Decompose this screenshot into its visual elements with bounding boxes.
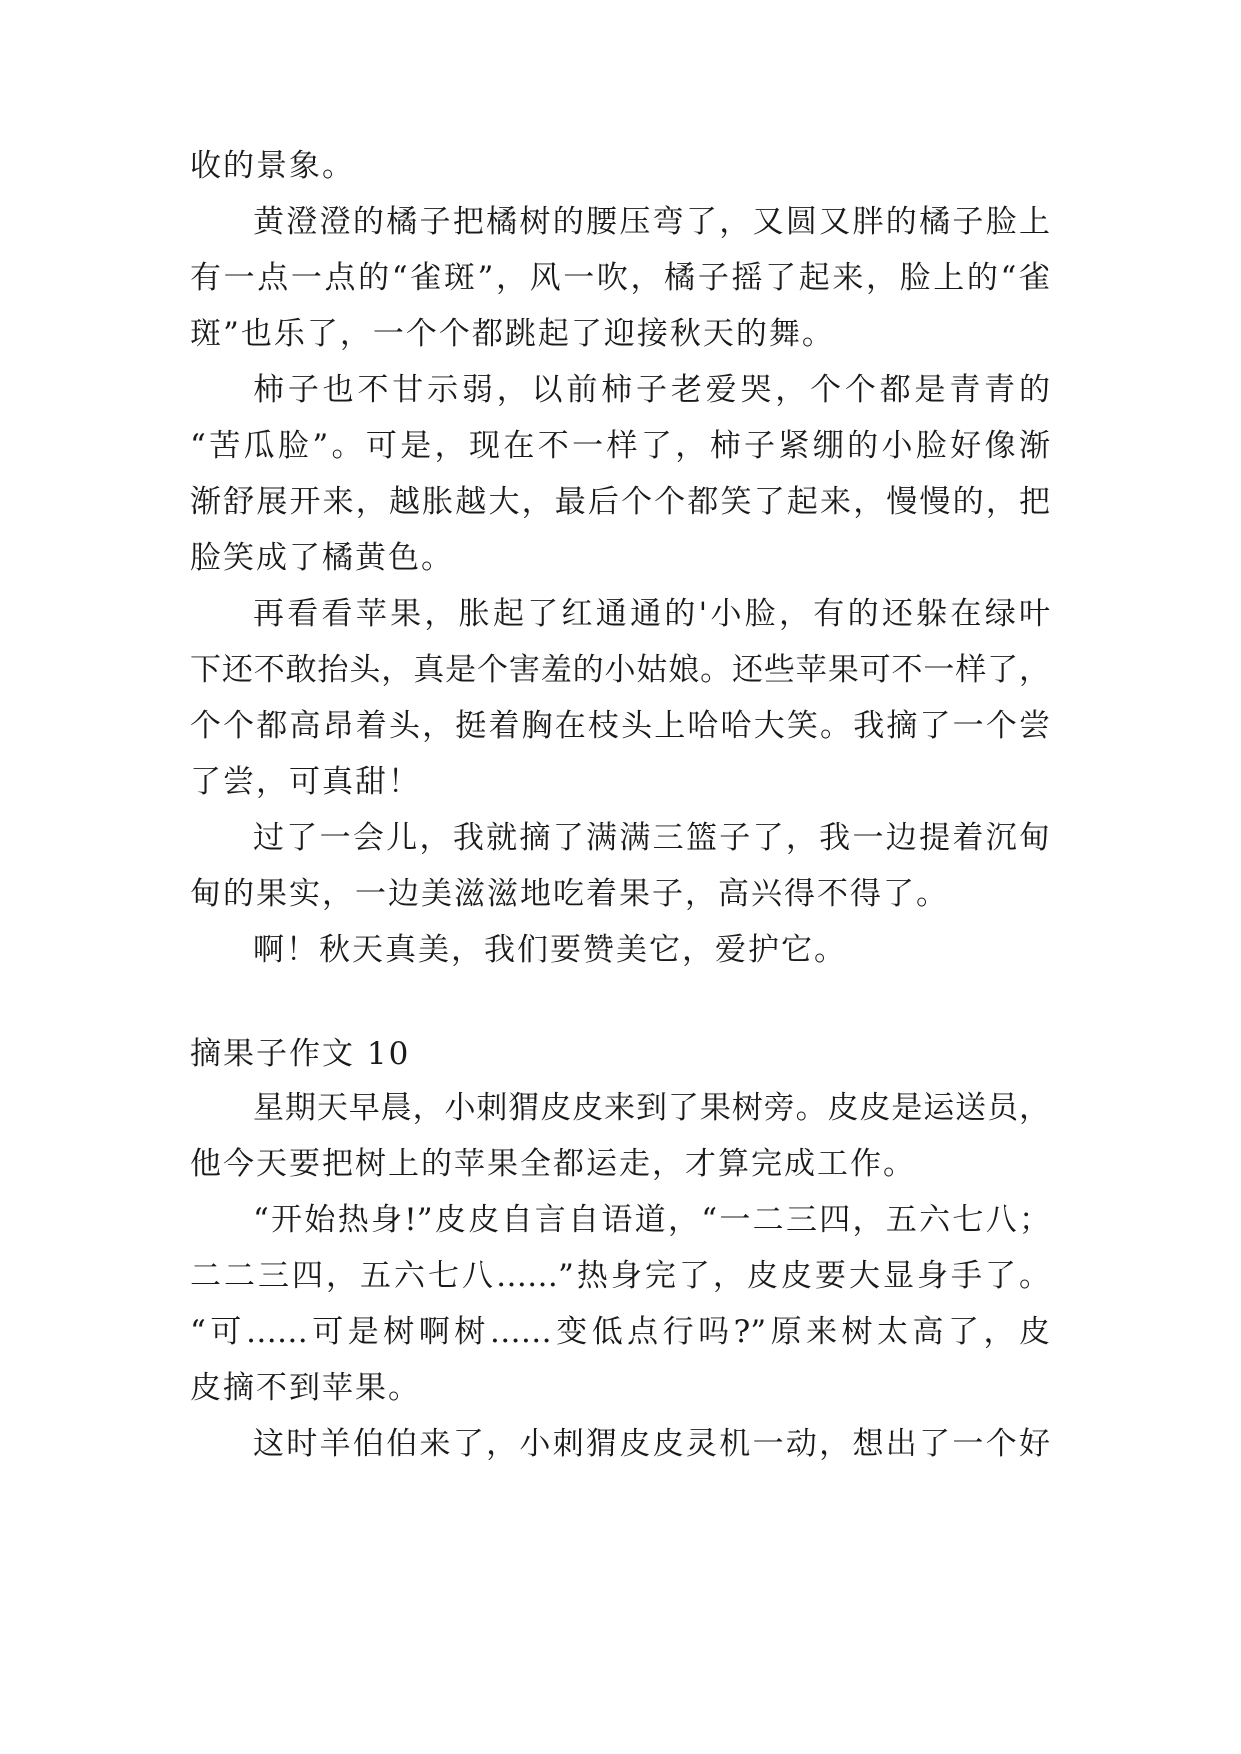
paragraph-line: 啊！秋天真美，我们要赞美它，爱护它。 <box>253 932 847 968</box>
paragraph-line: 过了一会儿，我就摘了满满三篮子了，我一边提着沉甸 <box>253 820 1050 856</box>
text-line: 收的景象。 <box>190 148 355 184</box>
paragraph-line: 黄澄澄的橘子把橘树的腰压弯了，又圆又胖的橘子脸上 <box>253 204 1050 240</box>
text-line: 了尝，可真甜！ <box>190 764 421 800</box>
text-line: 甸的果实，一边美滋滋地吃着果子，高兴得不得了。 <box>190 876 949 912</box>
paragraph-line: 星期天早晨，小刺猬皮皮来到了果树旁。皮皮是运送员， <box>253 1090 1050 1126</box>
text-line: 脸笑成了橘黄色。 <box>190 540 454 576</box>
text-line: “苦瓜脸”。可是，现在不一样了，柿子紧绷的小脸好像渐 <box>190 428 1050 464</box>
text-line: 渐舒展开来，越胀越大，最后个个都笑了起来，慢慢的，把 <box>190 484 1050 520</box>
text-line: “可……可是树啊树……变低点行吗?”原来树太高了，皮 <box>190 1314 1050 1350</box>
text-line: 二二三四，五六七八……”热身完了，皮皮要大显身手了。 <box>190 1258 1050 1294</box>
text-line: 斑”也乐了，一个个都跳起了迎接秋天的舞。 <box>190 316 835 352</box>
paragraph-line: 再看看苹果，胀起了红通通的'小脸，有的还躲在绿叶 <box>253 596 1050 632</box>
section-title: 摘果子作文 10 <box>190 1036 411 1072</box>
text-line: 皮摘不到苹果。 <box>190 1370 421 1406</box>
text-line: 他今天要把树上的苹果全都运走，才算完成工作。 <box>190 1146 916 1182</box>
text-line: 有一点一点的“雀斑”，风一吹，橘子摇了起来，脸上的“雀 <box>190 260 1050 296</box>
text-line: 个个都高昂着头，挺着胸在枝头上哈哈大笑。我摘了一个尝 <box>190 708 1050 744</box>
text-line: 下还不敢抬头，真是个害羞的小姑娘。还些苹果可不一样了， <box>190 652 1050 688</box>
paragraph-line: 柿子也不甘示弱，以前柿子老爱哭，个个都是青青的 <box>253 372 1050 408</box>
paragraph-line: 这时羊伯伯来了，小刺猬皮皮灵机一动，想出了一个好 <box>253 1426 1050 1462</box>
paragraph-line: “开始热身!”皮皮自言自语道，“一二三四，五六七八； <box>253 1202 1050 1238</box>
